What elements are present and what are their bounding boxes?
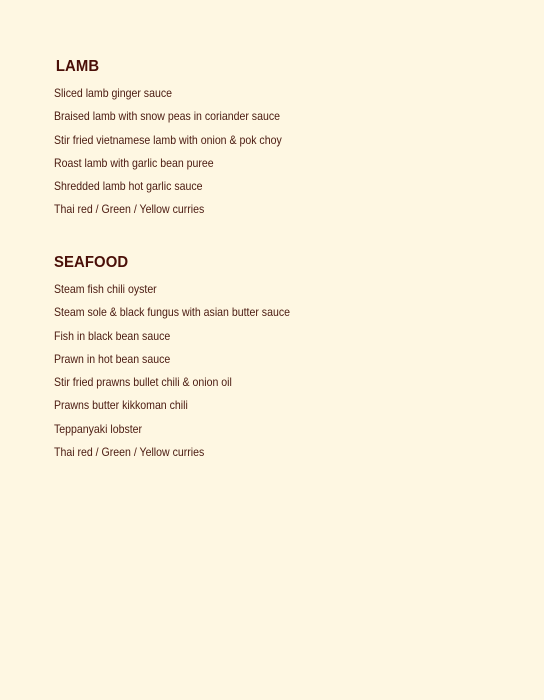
- menu-item: Teppanyaki lobster: [54, 421, 143, 436]
- menu-item: Stir fried prawns bullet chili & onion oil: [54, 375, 232, 390]
- section-title-lamb: LAMB: [55, 58, 100, 75]
- menu-item: Steam sole & black fungus with asian butter sauce: [54, 305, 290, 320]
- menu-item: Shredded lamb hot garlic sauce: [54, 179, 203, 194]
- section-title-seafood: SEAFOOD: [54, 254, 129, 271]
- menu-item: Sliced lamb ginger sauce: [54, 86, 172, 100]
- menu-item: Thai red / Green / Yellow curries: [54, 202, 205, 217]
- menu-item: Prawn in hot bean sauce: [54, 351, 171, 366]
- menu-item: Prawns butter kikkoman chili: [54, 398, 188, 413]
- menu-item: Steam fish chili oyster: [54, 282, 157, 296]
- seafood-item-list: [54, 278, 494, 464]
- section-lamb: [54, 55, 494, 222]
- menu-item: Thai red / Green / Yellow curries: [54, 445, 205, 460]
- section-seafood: [54, 251, 494, 464]
- menu-item: Fish in black bean sauce: [54, 328, 171, 343]
- menu-item: Stir fried vietnamese lamb with onion & pok choy: [54, 132, 282, 147]
- lamb-item-list: [54, 82, 494, 222]
- menu-item: Braised lamb with snow peas in coriander sauce: [54, 109, 280, 124]
- menu-item: Roast lamb with garlic bean puree: [54, 155, 214, 170]
